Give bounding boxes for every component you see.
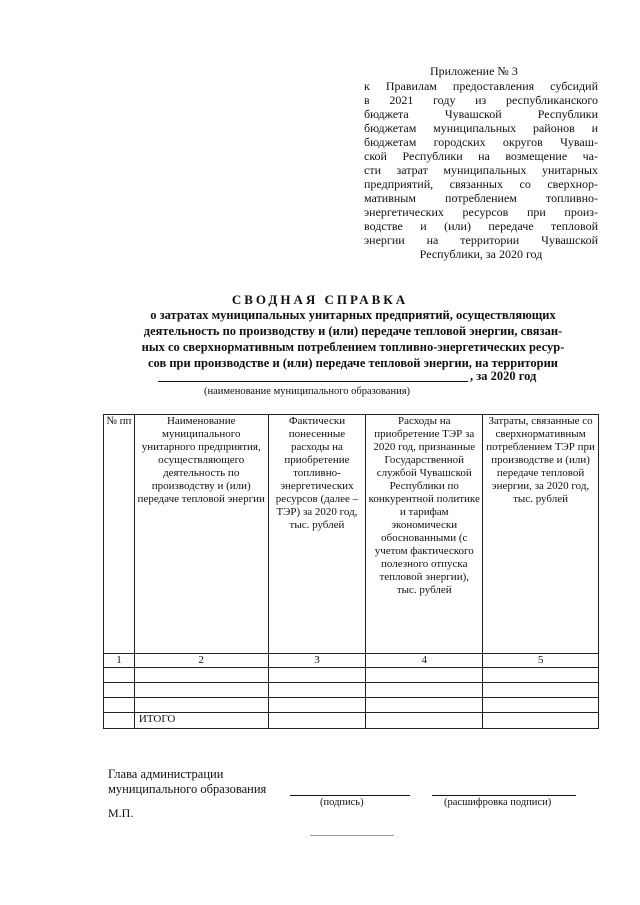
stamp-place: М.П. <box>108 806 134 820</box>
appendix-line: сти затрат муниципальных унитарных <box>364 163 598 177</box>
document-subtitle <box>108 307 598 371</box>
appendix-line: водстве и (или) передаче тепловой <box>364 219 598 233</box>
appendix-title: Приложение № 3 <box>430 64 518 78</box>
column-header-approved-costs: Расходы на приобретение ТЭР за 2020 год, признанные Государственной службой Чувашской Республики по конкурентной политике и тарифам экономически обоснованными (с учетом фактического полезного отпуска тепловой энергии), тыс. рублей <box>366 415 483 654</box>
column-number: 2 <box>134 654 268 668</box>
total-row <box>104 713 599 729</box>
signature-decode-caption: (расшифровка подписи) <box>444 797 552 808</box>
signature-line <box>290 795 410 796</box>
column-header-actual-costs: Фактически понесенные расходы на приобретение топливно-энергетических ресурсов (далее – ТЭР) за 2020 год, тыс. рублей <box>268 415 366 654</box>
column-header-enterprise: Наименование муниципального унитарного предприятия, осуществляющего деятельность по производству и (или) передаче тепловой энергии <box>134 415 268 654</box>
table-header-row <box>104 415 599 654</box>
appendix-line: энергетических ресурсов при произ- <box>364 205 598 219</box>
column-number: 4 <box>366 654 483 668</box>
appendix-line: в 2021 году из республиканского <box>364 93 598 107</box>
document-title: СВОДНАЯ СПРАВКА <box>231 292 409 307</box>
signature-caption: (подпись) <box>320 797 364 808</box>
total-label: ИТОГО <box>134 713 268 729</box>
table-row <box>104 668 599 683</box>
year-tail: , за 2020 год <box>470 369 537 383</box>
summary-table <box>103 414 599 729</box>
table-row <box>104 683 599 698</box>
column-numbers-row <box>104 654 599 668</box>
appendix-line: Республики, за 2020 год <box>419 247 543 261</box>
appendix-text <box>364 79 598 261</box>
appendix-line: ской Республики на возмещение ча- <box>364 149 598 163</box>
appendix-line: к Правилам предоставления субсидий <box>364 79 598 93</box>
signature-decode-line <box>432 795 576 796</box>
signature-position-line2: муниципального образования <box>108 782 267 796</box>
table-row <box>104 698 599 713</box>
signature-block <box>108 767 266 797</box>
column-number: 1 <box>104 654 135 668</box>
column-header-number: № пп <box>104 415 135 654</box>
municipality-blank-caption: (наименование муниципального образования) <box>204 386 411 397</box>
municipality-blank-line <box>158 381 468 382</box>
subtitle-line: ных со сверхнормативным потреблением топливно-энергетических ресур- <box>141 340 565 354</box>
column-number: 5 <box>483 654 599 668</box>
subtitle-line: деятельность по производству и (или) передаче тепловой энергии, связан- <box>143 324 563 338</box>
subtitle-line: о затратах муниципальных унитарных предприятий, осуществляющих <box>150 308 556 322</box>
appendix-line: бюджетам муниципальных районов и <box>364 121 598 135</box>
footer-rule <box>310 835 394 836</box>
column-number: 3 <box>268 654 366 668</box>
appendix-line: энергии на территории Чувашской <box>364 233 598 247</box>
appendix-line: бюджета Чувашской Республики <box>364 107 598 121</box>
subtitle-line: сов при производстве и (или) передаче тепловой энергии, на территории <box>147 356 558 370</box>
appendix-line: предприятий, связанных со сверхнор- <box>364 177 598 191</box>
signature-position-line1: Глава администрации <box>108 767 224 781</box>
column-header-excess-costs: Затраты, связанные со сверхнормативным потреблением ТЭР при производстве и (или) передаче тепловой энергии, за 2020 год, тыс. рублей <box>483 415 599 654</box>
appendix-line: бюджетам городских округов Чуваш- <box>364 135 598 149</box>
appendix-line: мативным потреблением топливно- <box>364 191 598 205</box>
